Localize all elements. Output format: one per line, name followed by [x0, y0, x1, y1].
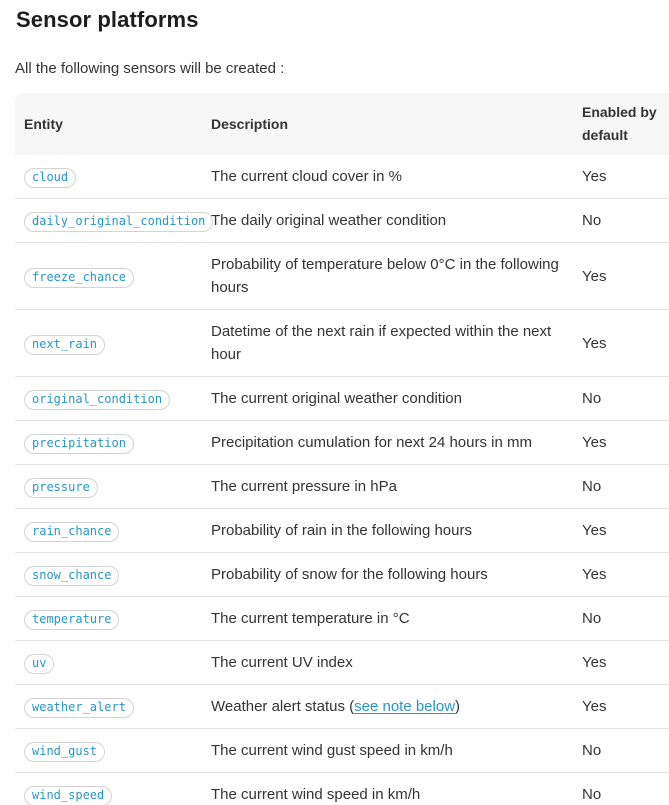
table-body: [15, 155, 669, 805]
enabled-cell: Yes: [582, 168, 607, 185]
entity-cell: [15, 421, 202, 465]
description-cell: Probability of temperature below 0°C in the following hours: [211, 256, 559, 296]
enabled-cell: Yes: [582, 566, 607, 583]
enabled-cell: No: [582, 478, 602, 495]
entity-cell: [15, 243, 202, 310]
table-row: [15, 685, 669, 729]
table-row: [15, 199, 669, 243]
enabled-cell: Yes: [582, 654, 607, 671]
entity-badge: daily_original_condition: [24, 212, 213, 232]
description-cell: The current wind gust speed in km/h: [211, 742, 453, 759]
table-row: [15, 310, 669, 377]
table-row: [15, 597, 669, 641]
description-cell: The current pressure in hPa: [211, 478, 397, 495]
see-note-link[interactable]: see note below: [354, 698, 456, 715]
entity-cell: [15, 377, 202, 421]
entity-cell: [15, 641, 202, 685]
enabled-cell: Yes: [582, 522, 607, 539]
table-row: [15, 773, 669, 805]
description-cell: Weather alert status (see note below): [211, 698, 461, 715]
description-cell: The current temperature in °C: [211, 610, 410, 627]
enabled-cell: No: [582, 742, 602, 759]
description-cell: Probability of snow for the following hours: [211, 566, 488, 583]
entity-cell: [15, 729, 202, 773]
sensors-table: [15, 93, 669, 805]
table-row: [15, 641, 669, 685]
entity-badge: snow_chance: [24, 566, 119, 586]
entity-cell: [15, 155, 202, 199]
enabled-cell: Yes: [582, 267, 607, 285]
entity-cell: [15, 685, 202, 729]
description-cell: Datetime of the next rain if expected within the next hour: [211, 323, 552, 363]
description-cell: The current original weather condition: [211, 390, 462, 407]
entity-cell: [15, 509, 202, 553]
header-enabled-by-default: Enabled by default: [582, 104, 657, 143]
entity-cell: [15, 597, 202, 641]
entity-badge: pressure: [24, 478, 98, 498]
description-cell: The current wind speed in km/h: [211, 786, 421, 803]
table-row: [15, 465, 669, 509]
entity-cell: [15, 773, 202, 805]
enabled-cell: Yes: [582, 334, 607, 352]
header-description: Description: [211, 115, 289, 132]
table-row: [15, 421, 669, 465]
entity-badge: original_condition: [24, 390, 170, 410]
description-cell: The current UV index: [211, 654, 353, 671]
entity-cell: [15, 465, 202, 509]
enabled-cell: No: [582, 212, 602, 229]
entity-badge: precipitation: [24, 434, 134, 454]
table-header: [15, 93, 669, 155]
entity-badge: weather_alert: [24, 698, 134, 718]
entity-badge: temperature: [24, 610, 119, 630]
table-row: [15, 155, 669, 199]
entity-badge: cloud: [24, 168, 76, 188]
enabled-cell: No: [582, 390, 602, 407]
description-cell: Precipitation cumulation for next 24 hours in mm: [211, 434, 532, 451]
entity-badge: next_rain: [24, 335, 105, 355]
entity-badge: freeze_chance: [24, 268, 134, 288]
entity-badge: rain_chance: [24, 522, 119, 542]
enabled-cell: No: [582, 786, 602, 803]
table-row: [15, 377, 669, 421]
entity-cell: [15, 553, 202, 597]
table-row: [15, 553, 669, 597]
entity-cell: [15, 310, 202, 377]
enabled-cell: Yes: [582, 434, 607, 451]
intro-text: All the following sensors will be created :: [15, 60, 285, 77]
page-title: Sensor platforms: [16, 7, 199, 32]
description-cell: The daily original weather condition: [211, 212, 447, 229]
entity-badge: wind_gust: [24, 742, 105, 762]
table-row: [15, 243, 669, 310]
header-entity: Entity: [24, 115, 63, 132]
entity-badge: uv: [24, 654, 54, 674]
entity-badge: wind_speed: [24, 786, 112, 805]
enabled-cell: No: [582, 610, 602, 627]
table-row: [15, 509, 669, 553]
description-cell: The current cloud cover in %: [211, 168, 402, 185]
description-cell: Probability of rain in the following hours: [211, 522, 472, 539]
entity-cell: [15, 199, 206, 243]
table-row: [15, 729, 669, 773]
enabled-cell: Yes: [582, 698, 607, 715]
